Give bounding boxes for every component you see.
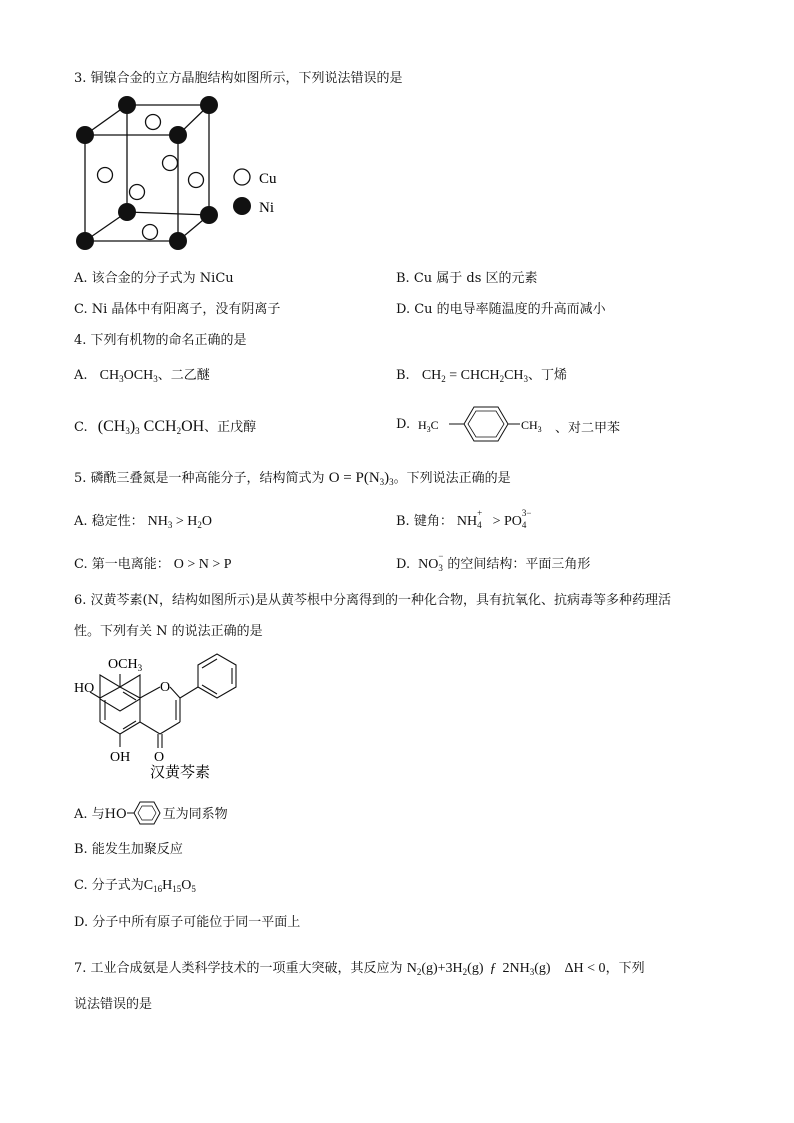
formula-c16h15o5: $C_{16}H_{15}O_5$	[143, 878, 196, 894]
svg-text:CH3: $CH_3$	[521, 418, 542, 434]
q5-option-d[interactable]: D. NO − 3 的空间结构：平面三角形	[396, 551, 591, 573]
p-xylene-structure[interactable]	[416, 402, 556, 444]
q6-option-c[interactable]: C. 分子式为$C_{16}H_{15}O_5$	[74, 878, 196, 894]
formula-ionization: O > N > P	[173, 557, 232, 572]
ni-atom	[169, 232, 187, 250]
q3-stem: 3. 铜镍合金的立方晶胞结构如图所示，下列说法错误的是	[74, 71, 403, 86]
q7-stem-line2: 说法错误的是	[74, 997, 153, 1012]
svg-text:OH: OH	[110, 750, 131, 765]
q4-option-a[interactable]: A. $CH_3OCH_3$、二乙醚	[74, 368, 210, 384]
q6-stem-line2: 性。下列有关 N 的说法正确的是	[74, 624, 263, 639]
svg-text:OCH3: $OCH_3$	[108, 657, 143, 673]
q4-option-b[interactable]: B. $CH_2$ = $CHCH_2CH_3$、丁烯	[396, 368, 568, 384]
q3-option-c[interactable]: C. Ni 晶体中有阳离子，没有阴离子	[74, 302, 281, 317]
ni-atom	[169, 126, 187, 144]
ni-atom	[200, 96, 218, 114]
cu-atom	[189, 173, 204, 188]
formula-phosphoryl-triazide: $O = P(N_3)_3$	[328, 470, 394, 487]
legend-cu-marker	[234, 169, 250, 185]
legend-ni-marker	[233, 197, 251, 215]
q5-option-b[interactable]: B. 键角： NH + 4 > PO 3− 4	[396, 510, 538, 530]
svg-text:H3C: $H_3C$	[418, 418, 439, 434]
q4-option-d-label: D.	[396, 417, 411, 432]
formula-bond-angle: NH + 4 > PO 3− 4	[456, 508, 532, 530]
ni-atom	[76, 232, 94, 250]
q7-stem: 7. 工业合成氨是人类科学技术的一项重大突破，其反应为 $N_2(g)+3H_2(g)$ ƒ $2NH_3(g)$ ΔH < 0，下列	[74, 961, 645, 977]
ni-atom	[118, 96, 136, 114]
svg-text:O: O	[154, 750, 165, 765]
q3-option-a[interactable]: A. 该合金的分子式为 NiCu	[74, 271, 234, 286]
q4-stem: 4. 下列有机物的命名正确的是	[74, 333, 247, 348]
wogonin-structure	[72, 650, 252, 782]
legend-cu-label: Cu	[259, 171, 277, 187]
formula-nitrate: NO − 3	[418, 551, 444, 573]
q4-option-d-name: 、对二甲苯	[555, 421, 621, 436]
legend-ni-label: Ni	[259, 200, 274, 216]
q5-stem: 5. 磷酰三叠氮是一种高能分子，结构简式为 $O = P(N_3)_3$。下列说法正确的是	[74, 470, 511, 487]
q6-option-b[interactable]: B. 能发生加聚反应	[74, 842, 183, 857]
phenol-ring-icon	[127, 800, 163, 826]
q4-option-c[interactable]: C. $(CH_3)_3$ $CCH_2OH$、正戊醇	[74, 418, 257, 436]
crystal-cell-figure	[66, 92, 296, 262]
q3-option-d[interactable]: D. Cu 的电导率随温度的升高而减小	[396, 302, 606, 317]
svg-text:汉黄芩素: 汉黄芩素	[150, 765, 211, 781]
cu-atom	[98, 168, 113, 183]
q6-option-a[interactable]: A. 与HO 互为同系物	[74, 800, 228, 826]
svg-text:O: O	[160, 680, 171, 695]
ni-atom	[76, 126, 94, 144]
formula-neopentanol: $(CH_3)_3$ $CCH_2OH$	[97, 418, 205, 436]
cu-atom	[146, 115, 161, 130]
q6-option-d[interactable]: D. 分子中所有原子可能位于同一平面上	[74, 915, 301, 930]
cu-atom	[130, 185, 145, 200]
q5-option-c[interactable]: C. 第一电离能： O > N > P	[74, 557, 232, 572]
formula-haber-reaction: $N_2(g)+3H_2(g)$ ƒ $2NH_3(g)$ ΔH < 0	[406, 961, 606, 977]
ni-atom	[200, 206, 218, 224]
ni-atom	[118, 203, 136, 221]
cu-atom	[143, 225, 158, 240]
cu-atom	[163, 156, 178, 171]
svg-text:HO: HO	[74, 681, 95, 696]
formula-butene: $CH_2$ = $CHCH_2CH_3$	[421, 368, 529, 384]
q3-option-b[interactable]: B. Cu 属于 ds 区的元素	[396, 271, 538, 286]
q5-option-a[interactable]: A. 稳定性： $NH_3 > H_2O$	[74, 514, 213, 530]
formula-stability: $NH_3 > H_2O$	[147, 514, 213, 530]
formula-ch3och3: $CH_3OCH_3$	[99, 368, 158, 384]
q6-stem-line1: 6. 汉黄芩素(N，结构如图所示)是从黄芩根中分离得到的一种化合物，具有抗氧化、抗病毒等多种药理活	[74, 593, 672, 608]
